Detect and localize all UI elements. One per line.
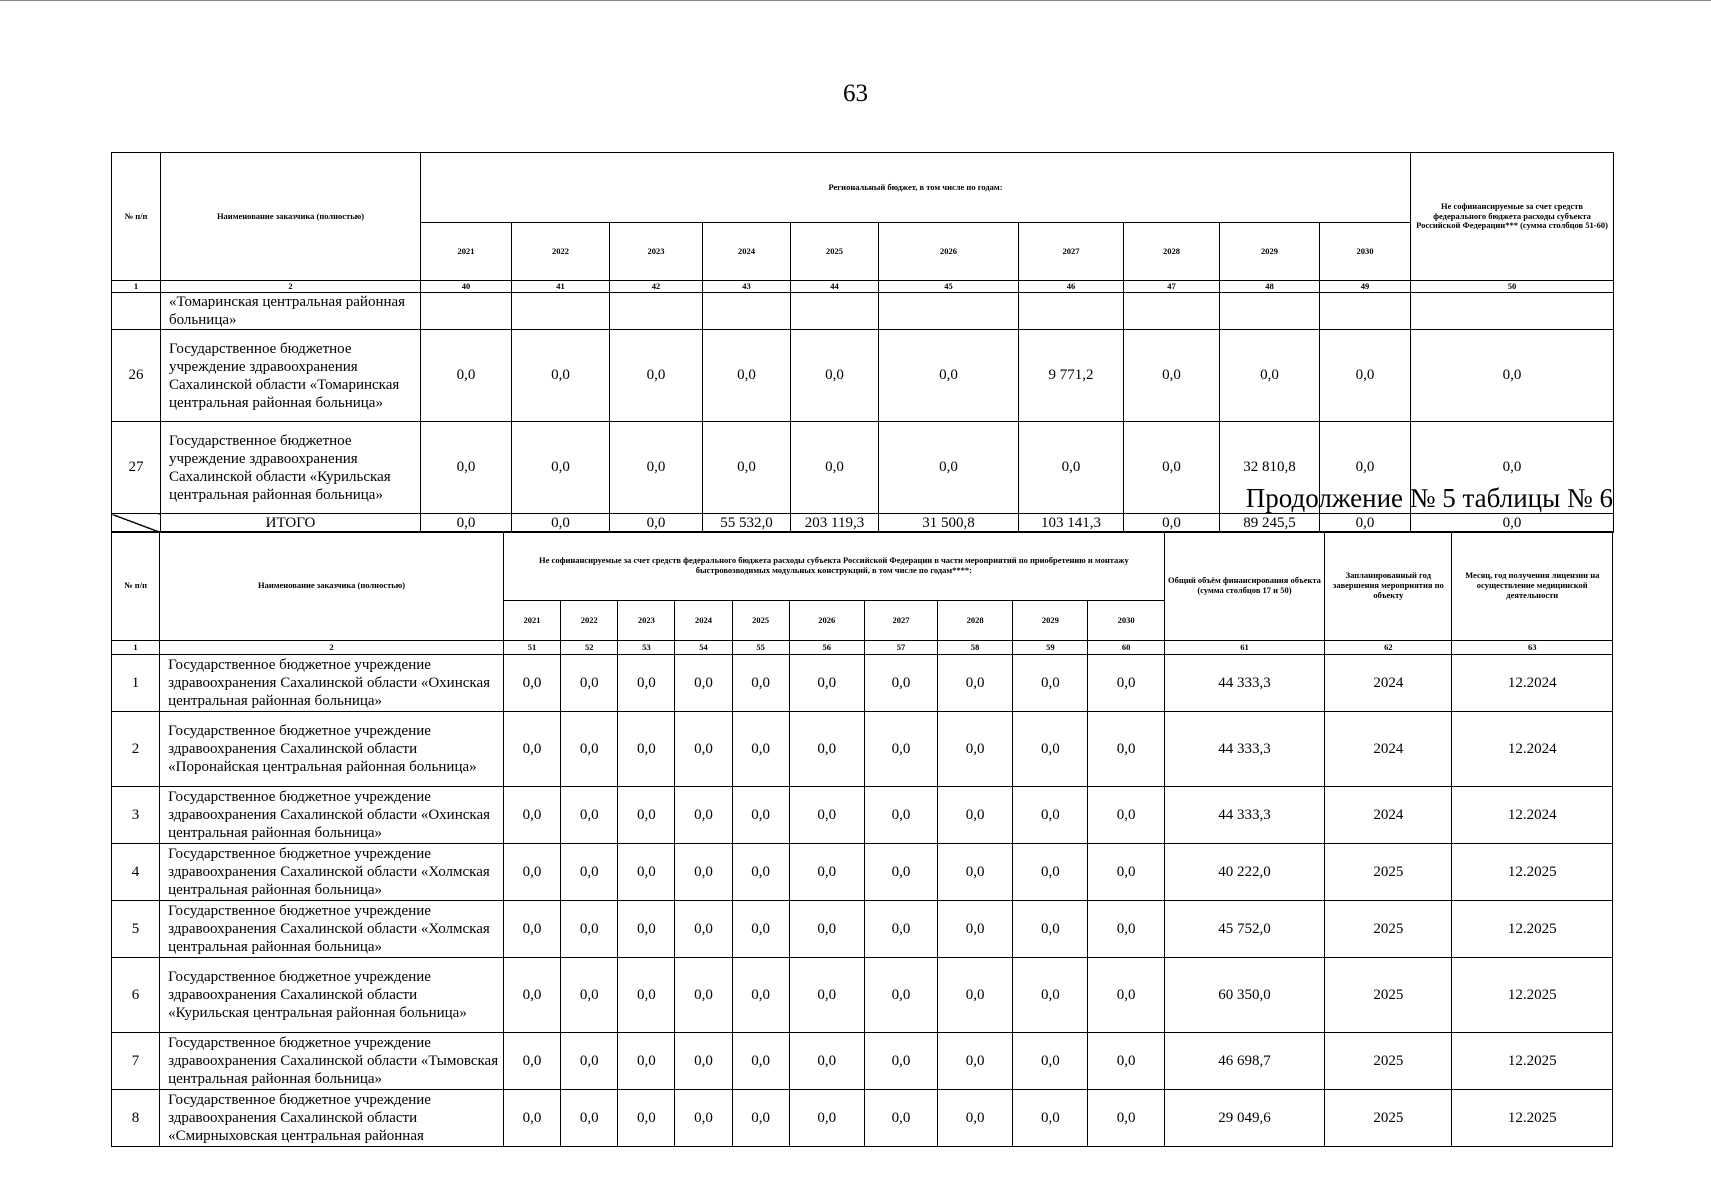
row-value: 0,0 xyxy=(503,712,560,787)
row-value: 0,0 xyxy=(1013,1090,1088,1147)
row-value: 0,0 xyxy=(1019,422,1124,514)
total-value: 0,0 xyxy=(512,514,610,533)
row-value: 0,0 xyxy=(503,655,560,712)
row-value: 0,0 xyxy=(1013,787,1088,844)
row-value xyxy=(1220,293,1320,330)
row-value: 0,0 xyxy=(503,1090,560,1147)
row-value: 0,0 xyxy=(732,844,789,901)
column-index: 61 xyxy=(1164,641,1324,655)
row-planned-year: 2024 xyxy=(1325,712,1452,787)
row-value: 0,0 xyxy=(421,422,512,514)
header-year: 2025 xyxy=(732,601,789,641)
header-planned-year: Запланированный год завершения мероприятия по объекту xyxy=(1325,532,1452,641)
column-index: 40 xyxy=(421,281,512,293)
row-customer-name: Государственное бюджетное учреждение здравоохранения Сахалинской области «Холмская центральная районная больница» xyxy=(160,844,504,901)
total-value: 0,0 xyxy=(1320,514,1411,533)
total-value: 203 119,3 xyxy=(791,514,879,533)
header-year: 2026 xyxy=(879,223,1019,281)
row-value: 0,0 xyxy=(938,901,1013,958)
header-year: 2027 xyxy=(864,601,937,641)
row-value: 0,0 xyxy=(864,655,937,712)
total-value: 0,0 xyxy=(1411,514,1614,533)
row-planned-year: 2025 xyxy=(1325,1033,1452,1090)
total-value: 0,0 xyxy=(610,514,703,533)
table-row xyxy=(112,1033,1613,1090)
column-index: 50 xyxy=(1411,281,1614,293)
row-total-volume: 60 350,0 xyxy=(1164,958,1324,1033)
row-value: 0,0 xyxy=(789,712,864,787)
column-index: 51 xyxy=(503,641,560,655)
row-total-volume: 46 698,7 xyxy=(1164,1033,1324,1090)
row-value: 0,0 xyxy=(561,787,618,844)
column-index: 62 xyxy=(1325,641,1452,655)
row-no: 1 xyxy=(112,655,160,712)
row-license-date: 12.2025 xyxy=(1452,1090,1613,1147)
row-value: 0,0 xyxy=(1013,712,1088,787)
header-year: 2022 xyxy=(561,601,618,641)
row-value: 0,0 xyxy=(1013,655,1088,712)
row-value: 0,0 xyxy=(864,901,937,958)
row-value: 0,0 xyxy=(675,958,732,1033)
row-no: 27 xyxy=(112,422,161,514)
row-license-date: 12.2025 xyxy=(1452,1033,1613,1090)
header-not-cofinanced-modular: Не софинансируемые за счет средств федерального бюджета расходы субъекта Российской Федерации в части мероприятий по приобретению и монтажу быстровозводимых модульных конструкций, в том числе по годам****: xyxy=(503,532,1164,601)
total-value: 103 141,3 xyxy=(1019,514,1124,533)
row-value: 0,0 xyxy=(732,958,789,1033)
header-regional-budget: Региональный бюджет, в том числе по годам: xyxy=(421,153,1411,223)
table-header-row xyxy=(112,153,1614,223)
header-name: Наименование заказчика (полностью) xyxy=(161,153,421,281)
row-value: 0,0 xyxy=(938,1090,1013,1147)
row-value: 0,0 xyxy=(789,901,864,958)
row-value: 0,0 xyxy=(1088,844,1164,901)
column-index: 41 xyxy=(512,281,610,293)
header-year: 2023 xyxy=(618,601,675,641)
row-value: 0,0 xyxy=(503,787,560,844)
row-planned-year: 2025 xyxy=(1325,1090,1452,1147)
row-customer-name: Государственное бюджетное учреждение здравоохранения Сахалинской области «Поронайская центральная районная больница» xyxy=(160,712,504,787)
row-value: 0,0 xyxy=(732,1090,789,1147)
column-index: 56 xyxy=(789,641,864,655)
column-index: 42 xyxy=(610,281,703,293)
row-total-volume: 29 049,6 xyxy=(1164,1090,1324,1147)
row-customer-name: «Томаринская центральная районная больница» xyxy=(161,293,421,330)
row-customer-name: Государственное бюджетное учреждение здравоохранения Сахалинской области «Холмская центральная районная больница» xyxy=(160,901,504,958)
row-no: 3 xyxy=(112,787,160,844)
column-index: 48 xyxy=(1220,281,1320,293)
row-value: 0,0 xyxy=(675,1033,732,1090)
row-value: 0,0 xyxy=(864,712,937,787)
column-index: 47 xyxy=(1124,281,1220,293)
row-license-date: 12.2025 xyxy=(1452,844,1613,901)
row-no: 7 xyxy=(112,1033,160,1090)
row-no: 4 xyxy=(112,844,160,901)
row-value: 0,0 xyxy=(561,958,618,1033)
total-value: 31 500,8 xyxy=(879,514,1019,533)
row-value: 0,0 xyxy=(618,655,675,712)
header-no: № п/п xyxy=(112,532,160,641)
row-license-date: 12.2025 xyxy=(1452,958,1613,1033)
row-no: 26 xyxy=(112,330,161,422)
table-row xyxy=(112,787,1613,844)
row-value: 0,0 xyxy=(618,844,675,901)
table-row xyxy=(112,330,1614,422)
header-year: 2028 xyxy=(938,601,1013,641)
header-total-volume: Общий объём финансирования объекта (сумма столбцов 17 и 50) xyxy=(1164,532,1324,641)
row-value: 0,0 xyxy=(789,787,864,844)
page-number: 63 xyxy=(843,80,868,107)
table-row xyxy=(112,901,1613,958)
row-value: 0,0 xyxy=(561,844,618,901)
row-value: 0,0 xyxy=(938,787,1013,844)
row-value: 0,0 xyxy=(618,958,675,1033)
header-year: 2028 xyxy=(1124,223,1220,281)
row-no xyxy=(112,293,161,330)
row-license-date: 12.2024 xyxy=(1452,712,1613,787)
column-index-row xyxy=(112,641,1613,655)
column-index: 2 xyxy=(161,281,421,293)
row-value: 0,0 xyxy=(1013,844,1088,901)
row-value: 9 771,2 xyxy=(1019,330,1124,422)
row-total-volume: 40 222,0 xyxy=(1164,844,1324,901)
row-value: 0,0 xyxy=(503,958,560,1033)
row-value xyxy=(791,293,879,330)
row-value xyxy=(703,293,791,330)
row-value: 0,0 xyxy=(1088,1090,1164,1147)
row-value: 0,0 xyxy=(1088,655,1164,712)
row-customer-name: Государственное бюджетное учреждение здравоохранения Сахалинской области «Охинская центральная районная больница» xyxy=(160,787,504,844)
row-value: 0,0 xyxy=(732,655,789,712)
row-value xyxy=(1019,293,1124,330)
column-index: 2 xyxy=(160,641,504,655)
table-row xyxy=(112,293,1614,330)
column-index-row xyxy=(112,281,1614,293)
row-value: 0,0 xyxy=(618,901,675,958)
row-value: 0,0 xyxy=(1013,901,1088,958)
row-value: 0,0 xyxy=(1088,712,1164,787)
row-value xyxy=(1320,293,1411,330)
table-row xyxy=(112,712,1613,787)
total-row xyxy=(112,514,1614,533)
modular-constructions-table xyxy=(111,531,1613,1147)
header-year: 2023 xyxy=(610,223,703,281)
total-value: 0,0 xyxy=(421,514,512,533)
row-value: 0,0 xyxy=(618,712,675,787)
row-value: 0,0 xyxy=(1124,422,1220,514)
row-planned-year: 2025 xyxy=(1325,958,1452,1033)
header-not-cofinanced: Не софинансируемые за счет средств федерального бюджета расходы субъекта Российской Федерации*** (сумма столбцов 51-60) xyxy=(1411,153,1614,281)
column-index: 55 xyxy=(732,641,789,655)
column-index: 54 xyxy=(675,641,732,655)
row-value: 0,0 xyxy=(1124,330,1220,422)
total-label: ИТОГО xyxy=(161,514,421,533)
row-value: 0,0 xyxy=(618,1033,675,1090)
row-value: 0,0 xyxy=(421,330,512,422)
row-value: 0,0 xyxy=(879,330,1019,422)
header-no: № п/п xyxy=(112,153,161,281)
column-index: 43 xyxy=(703,281,791,293)
row-license-date: 12.2024 xyxy=(1452,787,1613,844)
header-year: 2024 xyxy=(675,601,732,641)
row-value: 0,0 xyxy=(789,958,864,1033)
row-value xyxy=(1411,293,1614,330)
row-value: 0,0 xyxy=(938,844,1013,901)
row-value: 0,0 xyxy=(789,1033,864,1090)
row-customer-name: Государственное бюджетное учреждение здравоохранения Сахалинской области «Смирныховская центральная районная xyxy=(160,1090,504,1147)
column-index: 44 xyxy=(791,281,879,293)
row-value: 32 810,8 xyxy=(1220,422,1320,514)
row-value xyxy=(879,293,1019,330)
row-value: 0,0 xyxy=(618,1090,675,1147)
column-index: 60 xyxy=(1088,641,1164,655)
row-value: 0,0 xyxy=(610,330,703,422)
row-value: 0,0 xyxy=(791,330,879,422)
row-value xyxy=(1124,293,1220,330)
continuation-title: Продолжение № 5 таблицы № 6 xyxy=(1245,483,1613,513)
row-value xyxy=(610,293,703,330)
row-value: 0,0 xyxy=(1088,901,1164,958)
row-value: 0,0 xyxy=(864,787,937,844)
row-value: 0,0 xyxy=(1320,422,1411,514)
diagonal-strike-cell xyxy=(112,514,161,533)
row-value: 0,0 xyxy=(938,958,1013,1033)
header-year: 2030 xyxy=(1320,223,1411,281)
row-value xyxy=(421,293,512,330)
row-customer-name: Государственное бюджетное учреждение здравоохранения Сахалинской области «Курильская центральная районная больница» xyxy=(161,422,421,514)
row-value: 0,0 xyxy=(1088,787,1164,844)
row-value xyxy=(512,293,610,330)
row-total-volume: 44 333,3 xyxy=(1164,655,1324,712)
row-value: 0,0 xyxy=(561,1033,618,1090)
row-value: 0,0 xyxy=(864,1090,937,1147)
table-header-row xyxy=(112,532,1613,601)
row-value: 0,0 xyxy=(675,655,732,712)
row-value: 0,0 xyxy=(938,1033,1013,1090)
header-year: 2026 xyxy=(789,601,864,641)
row-value: 0,0 xyxy=(675,1090,732,1147)
row-value: 0,0 xyxy=(1320,330,1411,422)
row-no: 5 xyxy=(112,901,160,958)
row-value: 0,0 xyxy=(864,1033,937,1090)
row-value: 0,0 xyxy=(675,901,732,958)
row-value: 0,0 xyxy=(503,1033,560,1090)
header-year: 2024 xyxy=(703,223,791,281)
column-index: 58 xyxy=(938,641,1013,655)
row-value: 0,0 xyxy=(732,712,789,787)
column-index: 49 xyxy=(1320,281,1411,293)
header-year: 2029 xyxy=(1013,601,1088,641)
header-year: 2025 xyxy=(791,223,879,281)
row-value: 0,0 xyxy=(512,330,610,422)
row-value: 0,0 xyxy=(1013,1033,1088,1090)
row-value: 0,0 xyxy=(561,1090,618,1147)
row-planned-year: 2024 xyxy=(1325,655,1452,712)
row-license-date: 12.2025 xyxy=(1452,901,1613,958)
column-index: 53 xyxy=(618,641,675,655)
row-value: 0,0 xyxy=(675,787,732,844)
row-value: 0,0 xyxy=(703,330,791,422)
row-value: 0,0 xyxy=(879,422,1019,514)
row-no: 6 xyxy=(112,958,160,1033)
scan-top-edge xyxy=(0,0,1711,1)
column-index: 46 xyxy=(1019,281,1124,293)
row-total-volume: 44 333,3 xyxy=(1164,712,1324,787)
header-year: 2022 xyxy=(512,223,610,281)
header-name: Наименование заказчика (полностью) xyxy=(160,532,504,641)
row-value: 0,0 xyxy=(561,901,618,958)
table-row xyxy=(112,655,1613,712)
row-value: 0,0 xyxy=(703,422,791,514)
row-value: 0,0 xyxy=(610,422,703,514)
column-index: 59 xyxy=(1013,641,1088,655)
row-value: 0,0 xyxy=(732,787,789,844)
row-value: 0,0 xyxy=(675,844,732,901)
row-planned-year: 2025 xyxy=(1325,844,1452,901)
row-no: 2 xyxy=(112,712,160,787)
row-planned-year: 2025 xyxy=(1325,901,1452,958)
row-value: 0,0 xyxy=(1088,1033,1164,1090)
total-value: 55 532,0 xyxy=(703,514,791,533)
row-value: 0,0 xyxy=(1088,958,1164,1033)
row-value: 0,0 xyxy=(618,787,675,844)
table-row xyxy=(112,1090,1613,1147)
row-value: 0,0 xyxy=(732,1033,789,1090)
table-row xyxy=(112,844,1613,901)
total-value: 89 245,5 xyxy=(1220,514,1320,533)
row-value: 0,0 xyxy=(503,844,560,901)
header-year: 2027 xyxy=(1019,223,1124,281)
row-value: 0,0 xyxy=(864,958,937,1033)
row-value: 0,0 xyxy=(503,901,560,958)
row-value: 0,0 xyxy=(938,655,1013,712)
total-value: 0,0 xyxy=(1124,514,1220,533)
column-index: 1 xyxy=(112,281,161,293)
row-value: 0,0 xyxy=(789,655,864,712)
column-index: 63 xyxy=(1452,641,1613,655)
row-value: 0,0 xyxy=(561,712,618,787)
row-total-volume: 44 333,3 xyxy=(1164,787,1324,844)
row-planned-year: 2024 xyxy=(1325,787,1452,844)
row-total-volume: 45 752,0 xyxy=(1164,901,1324,958)
column-index: 52 xyxy=(561,641,618,655)
row-value: 0,0 xyxy=(1220,330,1320,422)
header-license-date: Месяц, год получения лицензии на осуществление медицинской деятельности xyxy=(1452,532,1613,641)
row-customer-name: Государственное бюджетное учреждение здравоохранения Сахалинской области «Курильская центральная районная больница» xyxy=(160,958,504,1033)
row-value: 0,0 xyxy=(512,422,610,514)
row-value: 0,0 xyxy=(1411,330,1614,422)
row-value: 0,0 xyxy=(675,712,732,787)
regional-budget-table xyxy=(111,152,1614,533)
header-year: 2021 xyxy=(503,601,560,641)
row-license-date: 12.2024 xyxy=(1452,655,1613,712)
row-no: 8 xyxy=(112,1090,160,1147)
row-value: 0,0 xyxy=(938,712,1013,787)
column-index: 57 xyxy=(864,641,937,655)
column-index: 1 xyxy=(112,641,160,655)
header-year: 2030 xyxy=(1088,601,1164,641)
row-customer-name: Государственное бюджетное учреждение здравоохранения Сахалинской области «Тымовская центральная районная больница» xyxy=(160,1033,504,1090)
row-value: 0,0 xyxy=(1411,422,1614,514)
header-year: 2021 xyxy=(421,223,512,281)
row-value: 0,0 xyxy=(791,422,879,514)
row-value: 0,0 xyxy=(864,844,937,901)
row-value: 0,0 xyxy=(789,1090,864,1147)
row-customer-name: Государственное бюджетное учреждение здравоохранения Сахалинской области «Охинская центральная районная больница» xyxy=(160,655,504,712)
column-index: 45 xyxy=(879,281,1019,293)
row-value: 0,0 xyxy=(732,901,789,958)
row-value: 0,0 xyxy=(1013,958,1088,1033)
row-customer-name: Государственное бюджетное учреждение здравоохранения Сахалинской области «Томаринская центральная районная больница» xyxy=(161,330,421,422)
table-row xyxy=(112,958,1613,1033)
row-value: 0,0 xyxy=(561,655,618,712)
header-year: 2029 xyxy=(1220,223,1320,281)
row-value: 0,0 xyxy=(789,844,864,901)
